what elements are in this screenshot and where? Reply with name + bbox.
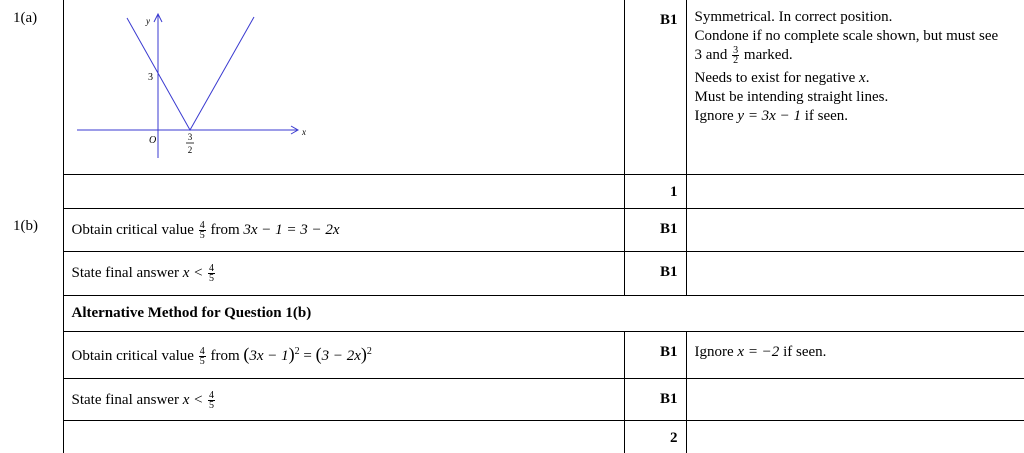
- fraction: $\frac{4}{5}$: [199, 345, 205, 367]
- alternative-heading-cell: [63, 295, 1024, 331]
- mark-cell: [624, 331, 686, 378]
- mark-cell: [624, 174, 686, 208]
- guidance-cell: [686, 251, 1024, 295]
- mark-code: B1: [659, 220, 678, 237]
- mark-code: B1: [659, 343, 678, 360]
- answer-cell: [63, 420, 624, 453]
- modulus-graph: [64, 0, 624, 173]
- table-row: [0, 295, 1024, 331]
- x-intercept-numerator: 3: [187, 132, 192, 142]
- y-axis-label: y: [145, 16, 150, 26]
- origin-label: O: [148, 135, 156, 146]
- answer-text: State final answer x < $\frac{4}{5}$: [71, 262, 214, 284]
- answer-cell: [63, 208, 624, 251]
- y-intercept-label: 3: [147, 72, 153, 83]
- guidance-text: [687, 0, 1024, 126]
- mark-cell: [624, 0, 686, 174]
- table-row: [0, 208, 1024, 251]
- mark-code: B1: [659, 12, 678, 28]
- answer-cell: [63, 174, 624, 208]
- fraction: $\frac{4}{5}$: [209, 389, 214, 411]
- table-row: [0, 251, 1024, 295]
- table-row: [0, 420, 1024, 453]
- guidance-line: Symmetrical. In correct position.: [694, 9, 893, 25]
- answer-cell: [63, 331, 624, 378]
- answer-text: Obtain critical value $\frac{4}{5}$ from 3x − 1 = 3 − 2x: [71, 219, 340, 241]
- guidance-cell: [686, 0, 1024, 174]
- answer-text: Obtain critical value $\frac{4}{5}$ from $(3x - 1)^2 = (3 - 2x)^2$: [71, 343, 372, 367]
- guidance-cell: [686, 378, 1024, 420]
- mark-cell: [624, 378, 686, 420]
- mark-cell: [624, 251, 686, 295]
- table-row: [0, 174, 1024, 208]
- fraction: $\frac{4}{5}$: [209, 262, 214, 284]
- guidance-line: Condone if no complete scale shown, but must see: [694, 28, 999, 44]
- table-row: [0, 0, 1024, 174]
- answer-cell: [63, 251, 624, 295]
- mark-code: B1: [659, 263, 678, 280]
- guidance-cell: [686, 420, 1024, 453]
- mark-cell: [624, 208, 686, 251]
- guidance-cell: [686, 331, 1024, 378]
- guidance-line: Ignore y = 3x − 1 if seen.: [694, 108, 849, 125]
- guidance-cell: [686, 208, 1024, 251]
- mark-cell: [624, 420, 686, 453]
- x-axis-label: x: [301, 127, 306, 137]
- table-row: [0, 331, 1024, 378]
- table-row: [0, 378, 1024, 420]
- fraction: $\frac{4}{5}$: [199, 219, 205, 241]
- alternative-heading: Alternative Method for Question 1(b): [71, 304, 312, 321]
- guidance-line: Must be intending straight lines.: [694, 89, 889, 106]
- answer-cell: [63, 378, 624, 420]
- question-number: 1(b): [13, 218, 38, 234]
- guidance-line: 3 and $\frac{3}{2}$ marked.: [694, 45, 793, 67]
- question-number: 1(a): [13, 10, 38, 26]
- guidance-text: Ignore x = −2 if seen.: [694, 343, 827, 360]
- answer-text: State final answer x < $\frac{4}{5}$: [71, 389, 214, 411]
- fraction: $\frac{3}{2}$: [733, 45, 739, 67]
- answer-cell: [63, 0, 624, 174]
- total-marks: 2: [670, 429, 678, 446]
- guidance-line: Needs to exist for negative x.: [694, 70, 870, 87]
- total-marks: 1: [670, 183, 678, 200]
- guidance-cell: [686, 174, 1024, 208]
- x-intercept-denominator: 2: [187, 145, 192, 155]
- question-cell-1a: [0, 0, 63, 208]
- graph-line: [127, 17, 254, 130]
- question-cell-1b: [0, 208, 63, 453]
- mark-code: B1: [659, 390, 678, 407]
